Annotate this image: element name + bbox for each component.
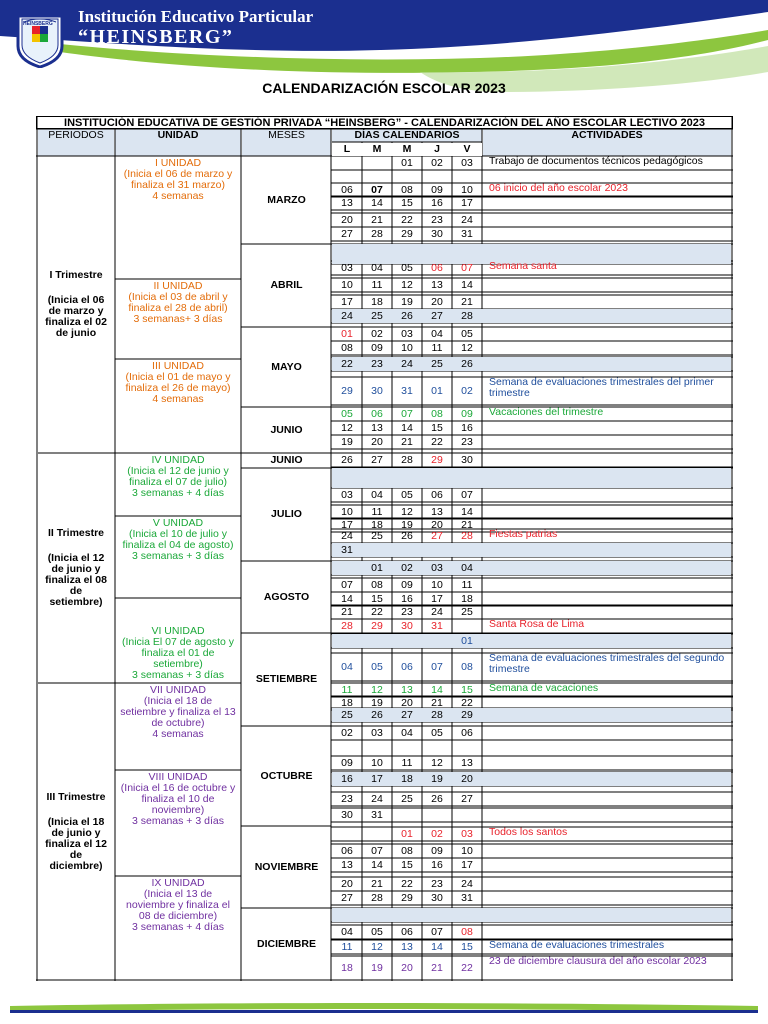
day-cell: 29 (401, 892, 413, 904)
day-cell: 19 (401, 296, 413, 308)
day-cell: 27 (371, 454, 383, 466)
unit-title: II UNIDAD (153, 280, 203, 292)
day-cell: 13 (341, 197, 353, 209)
day-cell: 01 (371, 562, 383, 574)
day-cell: 15 (371, 593, 383, 605)
day-cell: 07 (401, 408, 413, 420)
day-cell: 27 (461, 793, 473, 805)
day-cell: 20 (371, 436, 383, 448)
period-name: II Trimestre (47, 527, 105, 539)
unit-detail: (Inicia el 01 de mayo y finaliza el 26 de mayo) (125, 371, 231, 394)
day-cell: 30 (341, 809, 353, 821)
day-cell: 02 (401, 562, 413, 574)
col-header-unit: UNIDAD (115, 129, 241, 156)
day-cell: 08 (461, 661, 473, 673)
day-letter-4: V (452, 143, 482, 156)
day-cell: 22 (401, 878, 413, 890)
day-cell: 23 (341, 793, 353, 805)
day-cell: 23 (431, 878, 443, 890)
day-cell: 16 (461, 422, 473, 434)
day-cell: 15 (431, 422, 443, 434)
day-cell: 04 (341, 661, 353, 673)
day-cell: 29 (461, 709, 473, 721)
day-cell: 13 (341, 859, 353, 871)
day-cell: 02 (341, 727, 353, 739)
day-cell: 21 (461, 296, 473, 308)
day-cell: 12 (431, 757, 443, 769)
day-cell: 14 (371, 197, 383, 209)
day-cell: 17 (371, 773, 383, 785)
day-cell: 05 (431, 727, 443, 739)
day-cell: 19 (341, 436, 353, 448)
day-cell: 19 (401, 519, 413, 531)
unit-title: VI UNIDAD (151, 625, 205, 637)
day-cell: 10 (371, 757, 383, 769)
day-cell: 22 (461, 962, 473, 974)
unit-detail: (Inicia el 13 de noviembre y finaliza el 08 de diciembre) (126, 888, 230, 922)
month-label: JUNIO (270, 454, 303, 466)
day-cell: 16 (431, 197, 443, 209)
day-cell: 08 (431, 408, 443, 420)
unit-cell (116, 279, 240, 359)
day-cell: 04 (371, 489, 383, 501)
day-cell: 09 (431, 184, 443, 196)
day-cell: 19 (371, 697, 383, 709)
day-cell: 21 (371, 214, 383, 226)
day-cell: 12 (371, 684, 383, 696)
day-cell: 25 (461, 606, 473, 618)
day-cell: 28 (371, 228, 383, 240)
unit-cell (116, 156, 240, 279)
day-cell: 09 (401, 579, 413, 591)
day-cell: 13 (431, 506, 443, 518)
unit-cell (116, 598, 240, 683)
day-cell: 11 (371, 279, 383, 291)
day-cell: 12 (401, 279, 413, 291)
day-cell: 04 (371, 262, 383, 274)
month-label: MARZO (267, 193, 306, 206)
day-letter-3: J (422, 143, 452, 156)
day-cell: 10 (461, 845, 473, 857)
unit-cell (116, 359, 240, 453)
activity-cell: Semana de vacaciones (489, 683, 599, 694)
day-cell: 05 (371, 926, 383, 938)
day-cell: 19 (431, 773, 443, 785)
month-label: JUNIO (270, 423, 303, 436)
day-cell: 06 (431, 262, 443, 274)
day-cell: 25 (401, 793, 413, 805)
day-cell: 27 (341, 892, 353, 904)
day-cell: 04 (401, 727, 413, 739)
day-cell: 08 (371, 579, 383, 591)
day-cell: 23 (461, 436, 473, 448)
col-header-activities: ACTIVIDADES (483, 129, 731, 156)
day-cell: 24 (341, 310, 353, 322)
day-cell: 04 (461, 562, 473, 574)
day-cell: 11 (341, 941, 353, 953)
day-cell: 21 (401, 436, 413, 448)
day-cell: 30 (431, 892, 443, 904)
day-cell: 27 (401, 709, 413, 721)
day-cell: 06 (401, 661, 413, 673)
day-cell: 05 (461, 328, 473, 340)
day-cell: 30 (431, 228, 443, 240)
day-cell: 08 (401, 845, 413, 857)
day-cell: 05 (341, 408, 353, 420)
day-cell: 14 (431, 684, 443, 696)
day-cell: 03 (461, 157, 473, 169)
day-cell: 28 (401, 454, 413, 466)
period-cell (38, 683, 114, 981)
day-cell: 22 (371, 606, 383, 618)
activity-cell: 23 de diciembre clausura del año escolar 2023 (489, 956, 707, 967)
day-cell: 08 (401, 184, 413, 196)
day-cell: 07 (431, 661, 443, 673)
day-cell: 03 (461, 828, 473, 840)
day-cell: 21 (431, 962, 443, 974)
day-cell: 30 (461, 454, 473, 466)
day-cell: 09 (461, 408, 473, 420)
period-name: III Trimestre (46, 791, 106, 803)
day-cell: 25 (341, 709, 353, 721)
day-cell: 18 (461, 593, 473, 605)
period-detail: (Inicia el 18 de junio y finaliza el 12 de diciembre) (45, 816, 107, 872)
day-cell: 07 (461, 262, 473, 274)
day-cell: 04 (431, 328, 443, 340)
month-label: AGOSTO (263, 590, 310, 603)
logo-label: HEINSBERG (23, 21, 53, 27)
day-cell: 31 (371, 809, 383, 821)
day-cell: 10 (431, 579, 443, 591)
activity-cell: Todos los santos (489, 827, 568, 838)
period-cell (38, 453, 114, 683)
month-label: NOVIEMBRE (254, 860, 319, 873)
day-cell: 01 (341, 328, 353, 340)
activity-cell: Semana de evaluaciones trimestrales del segundo trimestre (489, 653, 725, 675)
activity-cell: Semana de evaluaciones trimestrales (489, 940, 665, 951)
day-cell: 14 (401, 422, 413, 434)
day-cell: 21 (341, 606, 353, 618)
month-label: JULIO (271, 508, 302, 520)
month-label: DICIEMBRE (257, 938, 316, 950)
period-cell (38, 156, 114, 453)
unit-cell (116, 453, 240, 513)
day-cell: 15 (461, 941, 473, 953)
unit-detail: (Inicia el 06 de marzo y finaliza el 31 marzo) (123, 168, 233, 191)
day-cell: 03 (341, 262, 353, 274)
day-cell: 24 (341, 530, 353, 542)
day-cell: 07 (371, 184, 383, 196)
day-cell: 24 (431, 606, 443, 618)
day-cell: 08 (341, 342, 353, 354)
day-cell: 10 (341, 279, 353, 291)
day-cell: 20 (461, 773, 473, 785)
day-cell: 13 (401, 684, 413, 696)
day-cell: 06 (461, 727, 473, 739)
day-cell: 27 (431, 310, 443, 322)
day-cell: 02 (431, 828, 443, 840)
activity-cell: Vacaciones del trimestre (489, 407, 604, 418)
day-cell: 01 (401, 828, 413, 840)
day-cell: 04 (341, 926, 353, 938)
day-cell: 24 (461, 214, 473, 226)
unit-cell (116, 683, 240, 770)
day-cell: 02 (371, 328, 383, 340)
day-cell: 26 (461, 358, 473, 370)
day-cell: 31 (461, 892, 473, 904)
activity-cell: Semana de evaluaciones trimestrales del primer trimestre (489, 377, 714, 399)
day-cell: 12 (401, 506, 413, 518)
day-cell: 21 (461, 519, 473, 531)
day-cell: 26 (341, 454, 353, 466)
unit-weeks: 3 semanas + 3 días (132, 669, 224, 681)
unit-detail: (Inicia el 18 de setiembre y finaliza el 13 de octubre) (120, 695, 236, 729)
day-cell: 24 (401, 358, 413, 370)
month-label: SETIEMBRE (255, 673, 318, 685)
unit-cell (116, 876, 240, 981)
day-cell: 13 (431, 279, 443, 291)
day-cell: 21 (431, 697, 443, 709)
day-cell: 03 (341, 489, 353, 501)
unit-weeks: 4 semanas (152, 190, 204, 202)
day-cell: 12 (371, 941, 383, 953)
day-cell: 07 (431, 926, 443, 938)
day-cell: 27 (431, 530, 443, 542)
table-title: INSTITUCIÓN EDUCATIVA DE GESTIÓN PRIVADA “HEINSBERG” - CALENDARIZACIÓN DEL AÑO ESCOLAR LECTIVO 2023 (36, 116, 733, 129)
day-cell: 24 (371, 793, 383, 805)
day-cell: 29 (341, 385, 353, 397)
day-cell: 11 (431, 342, 443, 354)
unit-detail: (Inicia el 10 de julio y finaliza el 04 de agosto) (122, 528, 234, 551)
day-letter-1: M (362, 143, 392, 156)
day-cell: 28 (371, 892, 383, 904)
day-cell: 15 (401, 859, 413, 871)
day-cell: 12 (461, 342, 473, 354)
day-cell: 05 (371, 661, 383, 673)
month-label: ABRIL (270, 279, 303, 291)
day-letter-2: M (392, 143, 422, 156)
day-cell: 18 (371, 519, 383, 531)
day-cell: 06 (401, 926, 413, 938)
day-cell: 28 (431, 709, 443, 721)
day-cell: 03 (431, 562, 443, 574)
day-cell: 01 (461, 635, 473, 647)
day-cell: 31 (431, 620, 443, 632)
day-cell: 11 (401, 757, 413, 769)
page-header (0, 0, 768, 110)
day-cell: 15 (401, 197, 413, 209)
col-header-months: MESES (242, 129, 331, 156)
day-cell: 01 (401, 157, 413, 169)
row-stripe (332, 908, 731, 922)
day-cell: 25 (371, 310, 383, 322)
unit-detail: (Inicia el 16 de octubre y finaliza el 10 de noviembre) (120, 782, 236, 816)
day-cell: 26 (401, 530, 413, 542)
day-cell: 29 (401, 228, 413, 240)
day-cell: 23 (431, 214, 443, 226)
day-cell: 17 (341, 296, 353, 308)
day-cell: 06 (341, 184, 353, 196)
day-cell: 24 (461, 878, 473, 890)
unit-title: VII UNIDAD (149, 684, 206, 696)
unit-title: VIII UNIDAD (148, 771, 208, 783)
day-cell: 06 (431, 489, 443, 501)
day-cell: 10 (401, 342, 413, 354)
unit-weeks: 3 semanas+ 3 días (133, 313, 223, 325)
day-cell: 21 (371, 878, 383, 890)
day-cell: 14 (431, 941, 443, 953)
day-cell: 28 (461, 530, 473, 542)
calendar-table (36, 116, 733, 981)
day-cell: 05 (401, 489, 413, 501)
day-cell: 20 (341, 878, 353, 890)
day-cell: 02 (461, 385, 473, 397)
day-cell: 12 (341, 422, 353, 434)
unit-title: V UNIDAD (152, 517, 204, 529)
day-cell: 05 (401, 262, 413, 274)
unit-weeks: 4 semanas (152, 393, 204, 405)
day-cell: 14 (461, 506, 473, 518)
day-cell: 09 (431, 845, 443, 857)
day-cell: 11 (461, 579, 473, 591)
day-cell: 14 (341, 593, 353, 605)
row-stripe (332, 634, 731, 648)
unit-detail: (Inicia el 03 de abril y finaliza el 28 de abril) (128, 291, 228, 314)
day-cell: 15 (461, 684, 473, 696)
day-cell: 31 (341, 544, 353, 556)
day-cell: 22 (341, 358, 353, 370)
day-cell: 17 (341, 519, 353, 531)
day-cell: 18 (341, 962, 353, 974)
day-cell: 14 (461, 279, 473, 291)
school-logo (14, 12, 66, 68)
month-label: OCTUBRE (260, 769, 313, 782)
day-cell: 03 (401, 328, 413, 340)
day-cell: 09 (341, 757, 353, 769)
day-cell: 29 (371, 620, 383, 632)
day-cell: 23 (401, 606, 413, 618)
day-cell: 30 (401, 620, 413, 632)
day-cell: 17 (461, 197, 473, 209)
unit-title: I UNIDAD (154, 157, 202, 169)
period-name: I Trimestre (49, 269, 103, 281)
day-cell: 28 (461, 310, 473, 322)
day-cell: 13 (461, 757, 473, 769)
period-detail: (Inicia el 06 de marzo y finaliza el 02 de junio (45, 294, 107, 339)
day-cell: 31 (461, 228, 473, 240)
day-cell: 02 (431, 157, 443, 169)
day-cell: 07 (341, 579, 353, 591)
day-cell: 31 (401, 385, 413, 397)
col-header-days: DÍAS CALENDARIOS (332, 129, 482, 142)
row-stripe (332, 543, 731, 557)
unit-detail: (Inicia El 07 de agosto y finaliza el 01 de setiembre) (121, 636, 235, 670)
period-detail: (Inicia el 12 de junio y finaliza el 08 de setiembre) (45, 552, 107, 608)
month-label: MAYO (271, 360, 302, 373)
unit-title: III UNIDAD (152, 360, 204, 372)
unit-weeks: 4 semanas (152, 728, 204, 740)
unit-title: IV UNIDAD (151, 454, 205, 466)
day-cell: 22 (431, 436, 443, 448)
unit-detail: (Inicia el 12 de junio y finaliza el 07 de julio) (127, 465, 229, 488)
unit-cell (116, 516, 240, 598)
day-cell: 09 (371, 342, 383, 354)
day-cell: 18 (401, 773, 413, 785)
day-cell: 22 (461, 697, 473, 709)
unit-weeks: 3 semanas + 4 días (132, 921, 224, 933)
day-cell: 20 (431, 519, 443, 531)
activity-cell: Semana santa (489, 261, 557, 272)
day-cell: 07 (461, 489, 473, 501)
day-cell: 17 (431, 593, 443, 605)
activity-cell: Santa Rosa de Lima (489, 619, 585, 630)
day-letter-0: L (332, 143, 362, 156)
day-cell: 08 (461, 926, 473, 938)
day-cell: 03 (371, 727, 383, 739)
unit-weeks: 3 semanas + 4 días (132, 487, 224, 499)
day-cell: 20 (401, 962, 413, 974)
page-title: CALENDARIZACIÓN ESCOLAR 2023 (262, 80, 506, 96)
day-cell: 30 (371, 385, 383, 397)
footer-wave (10, 1000, 758, 1014)
day-cell: 29 (431, 454, 443, 466)
row-stripe (332, 468, 731, 488)
day-cell: 18 (341, 697, 353, 709)
day-cell: 26 (371, 709, 383, 721)
school-name: Institución Educativo Particular (78, 7, 314, 26)
activity-cell: 06 inicio del año escolar 2023 (489, 183, 628, 194)
day-cell: 20 (431, 296, 443, 308)
day-cell: 07 (371, 845, 383, 857)
day-cell: 25 (431, 358, 443, 370)
day-cell: 01 (431, 385, 443, 397)
day-cell: 20 (401, 697, 413, 709)
day-cell: 06 (341, 845, 353, 857)
day-cell: 23 (371, 358, 383, 370)
day-cell: 10 (341, 506, 353, 518)
day-cell: 13 (371, 422, 383, 434)
day-cell: 22 (401, 214, 413, 226)
day-cell: 16 (341, 773, 353, 785)
day-cell: 26 (431, 793, 443, 805)
day-cell: 28 (341, 620, 353, 632)
day-cell: 13 (401, 941, 413, 953)
activity-cell: Fiestas patrias (489, 529, 558, 540)
unit-weeks: 3 semanas + 3 días (132, 550, 224, 562)
day-cell: 25 (371, 530, 383, 542)
day-cell: 26 (401, 310, 413, 322)
unit-cell (116, 770, 240, 876)
day-cell: 16 (431, 859, 443, 871)
day-cell: 20 (341, 214, 353, 226)
unit-title: IX UNIDAD (151, 877, 205, 889)
day-cell: 11 (341, 684, 353, 696)
day-cell: 14 (371, 859, 383, 871)
day-cell: 16 (401, 593, 413, 605)
col-header-periods: PERIODOS (38, 129, 114, 156)
unit-weeks: 3 semanas + 3 días (132, 815, 224, 827)
day-cell: 27 (341, 228, 353, 240)
day-cell: 06 (371, 408, 383, 420)
day-cell: 11 (371, 506, 383, 518)
day-cell: 10 (461, 184, 473, 196)
school-brand: “HEINSBERG” (78, 26, 234, 48)
day-cell: 18 (371, 296, 383, 308)
day-cell: 17 (461, 859, 473, 871)
day-cell: 19 (371, 962, 383, 974)
activity-cell: Trabajo de documentos técnicos pedagógicos (489, 156, 703, 167)
